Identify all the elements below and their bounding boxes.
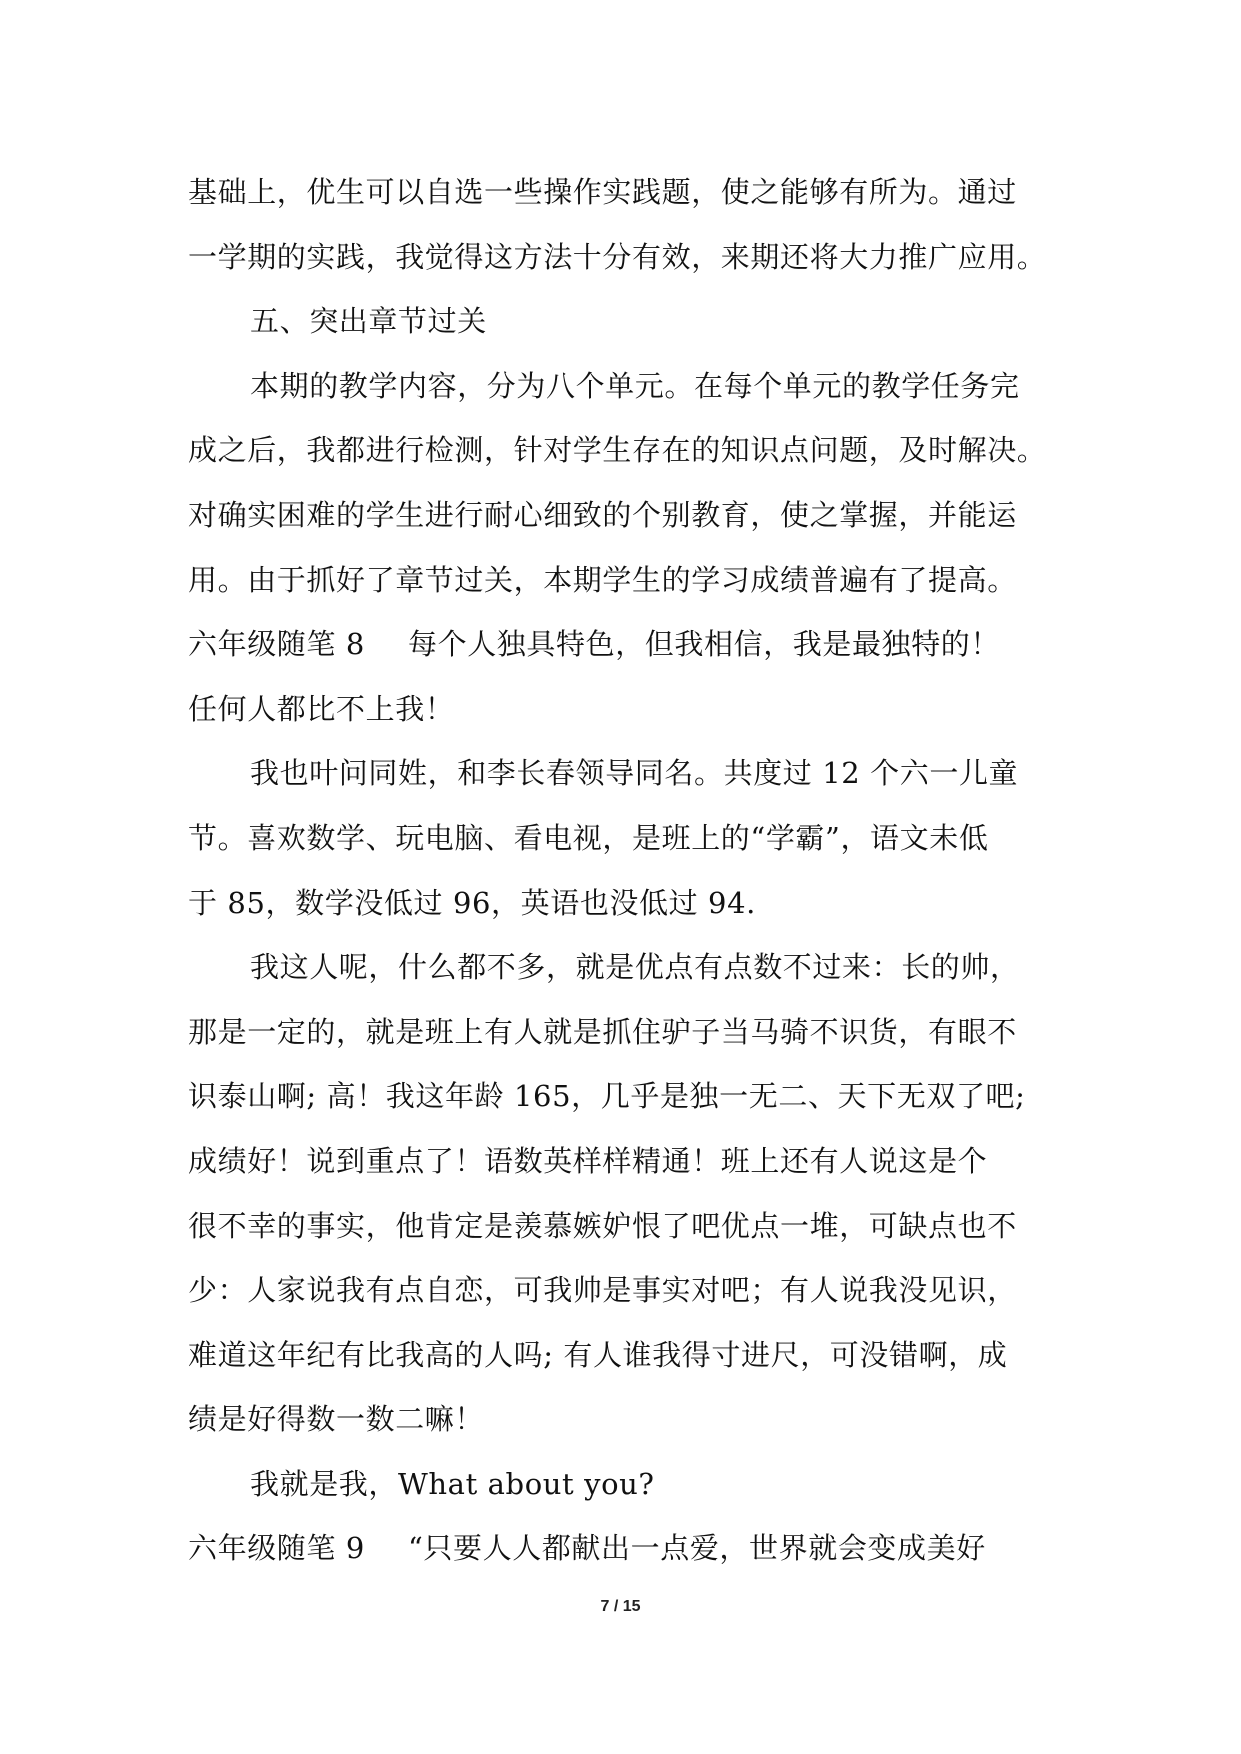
entry-heading xyxy=(188,612,1058,677)
entry-title: 六年级随笔 9 xyxy=(188,1531,365,1566)
paragraph-line: 我这人呢，什么都不多，就是优点有点数不过来：长的帅， xyxy=(250,950,1020,985)
paragraph-line: 很不幸的事实，他肯定是羡慕嫉妒恨了吧优点一堆，可缺点也不 xyxy=(188,1208,1017,1243)
entry-text: 每个人独具特色，但我相信，我是最独特的！ xyxy=(408,627,1001,662)
paragraph-line: 任何人都比不上我！ xyxy=(188,691,455,726)
paragraph-line: 绩是好得数一数二嘛！ xyxy=(188,1402,485,1437)
entry-heading xyxy=(188,1516,1058,1581)
entry-title: 六年级随笔 8 xyxy=(188,627,365,662)
section-heading: 五、突出章节过关 xyxy=(250,304,487,339)
paragraph-line: 基础上，优生可以自选一些操作实践题，使之能够有所为。通过 xyxy=(188,175,1017,209)
paragraph-line: 对确实困难的学生进行耐心细致的个别教育，使之掌握，并能运 xyxy=(188,497,1017,532)
entry-text: “只要人人都献出一点爱，世界就会变成美好 xyxy=(408,1531,986,1566)
paragraph-line: 那是一定的，就是班上有人就是抓住驴子当马骑不识货，有眼不 xyxy=(188,1014,1017,1049)
paragraph-line: 本期的教学内容，分为八个单元。在每个单元的教学任务完 xyxy=(250,368,1020,403)
paragraph-line: 节。喜欢数学、玩电脑、看电视，是班上的“学霸”，语文未低 xyxy=(188,820,989,855)
paragraph-line: 一学期的实践，我觉得这方法十分有效，来期还将大力推广应用。 xyxy=(188,239,1047,274)
paragraph-line: 于 85，数学没低过 96，英语也没低过 94. xyxy=(188,885,756,920)
paragraph-line: 用。由于抓好了章节过关，本期学生的学习成绩普遍有了提高。 xyxy=(188,562,1017,597)
paragraph-line: 成之后，我都进行检测，针对学生存在的知识点问题，及时解决。 xyxy=(188,433,1047,468)
paragraph-line: 我就是我，What about you? xyxy=(250,1466,655,1501)
paragraph-line: 成绩好！说到重点了！语数英样样精通！班上还有人说这是个 xyxy=(188,1143,988,1178)
page-number: 7 / 15 xyxy=(600,1598,641,1615)
paragraph-line: 我也叶问同姓，和李长春领导同名。共度过 12 个六一儿童 xyxy=(250,756,1019,791)
paragraph-line: 少：人家说我有点自恋，可我帅是事实对吧；有人说我没见识， xyxy=(188,1273,1017,1308)
paragraph-line: 难道这年纪有比我高的人吗; 有人谁我得寸进尺，可没错啊，成 xyxy=(188,1337,1008,1372)
paragraph-line: 识泰山啊; 高！我这年龄 165，几乎是独一无二、天下无双了吧; xyxy=(188,1079,1026,1114)
body-text xyxy=(188,160,1058,1581)
